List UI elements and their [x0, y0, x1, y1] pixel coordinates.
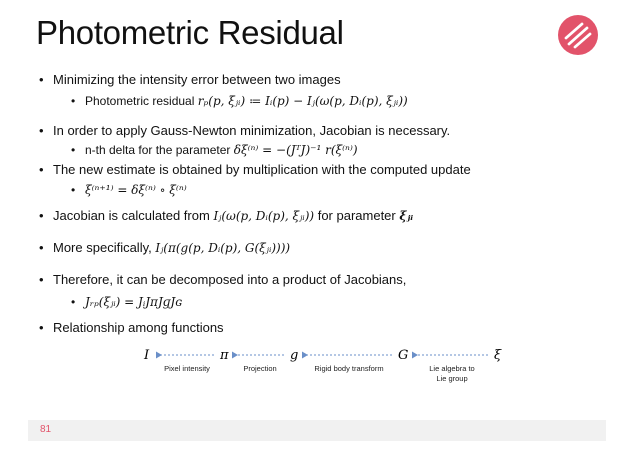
- delta-formula: δξ⁽ⁿ⁾ = −(JᵀJ)⁻¹ r(ξ⁽ⁿ⁾): [233, 143, 358, 157]
- edge-label-pixel-intensity: Pixel intensity: [164, 364, 210, 373]
- sub-bullet-update-formula: • ξ⁽ⁿ⁺¹⁾ = δξ⁽ⁿ⁾ ∘ ξ⁽ⁿ⁾: [71, 183, 187, 197]
- bullet-more-specifically: • More specifically, Iⱼ(π(g(p, Dᵢ(p), G(ξⱼᵢ)))): [39, 240, 291, 255]
- jacobian-source-formula: Iⱼ(ω(p, Dᵢ(p), ξⱼᵢ)): [213, 209, 315, 223]
- bullet-minimizing: • Minimizing the intensity error between two images: [39, 72, 341, 87]
- jacobian-product-formula: Jᵣₚ(ξⱼᵢ) = JᵢJπJɡJɢ: [85, 295, 183, 309]
- bullet-text: n-th delta for the parameter: [85, 143, 231, 157]
- bullet-new-estimate: • The new estimate is obtained by multiplication with the computed update: [39, 162, 471, 177]
- bullet-text: Photometric residual: [85, 94, 195, 108]
- bullet-text: More specifically,: [53, 240, 152, 255]
- bullet-text-tail: for parameter: [317, 208, 396, 223]
- sub-bullet-nth-delta: • n-th delta for the parameter δξ⁽ⁿ⁾ = −(JᵀJ)⁻¹ r(ξ⁽ⁿ⁾): [71, 143, 358, 157]
- composition-formula: Iⱼ(π(g(p, Dᵢ(p), G(ξⱼᵢ)))): [155, 241, 291, 255]
- edge-label-lie-group: Lie group: [436, 374, 468, 383]
- bullet-text: Relationship among functions: [53, 320, 224, 335]
- bullet-gauss-newton: • In order to apply Gauss-Newton minimization, Jacobian is necessary.: [39, 123, 451, 138]
- node-g: g: [290, 348, 299, 363]
- page-number: 81: [40, 424, 52, 435]
- node-pi: π: [220, 348, 229, 363]
- bullet-text: In order to apply Gauss-Newton minimization, Jacobian is necessary.: [53, 123, 451, 138]
- parameter-symbol: ξⱼᵢ: [399, 209, 414, 223]
- function-relationship-diagram: [140, 345, 515, 390]
- footer-bar: [28, 420, 606, 441]
- node-I: I: [144, 348, 150, 363]
- bullet-therefore: • Therefore, it can be decomposed into a product of Jacobians,: [39, 272, 407, 287]
- university-logo-icon: [557, 14, 599, 56]
- node-G: G: [398, 348, 409, 363]
- bullet-text: Therefore, it can be decomposed into a product of Jacobians,: [53, 272, 407, 287]
- page-title: Photometric Residual: [36, 14, 344, 51]
- photometric-residual-formula: rₚ(p, ξⱼᵢ) ≔ Iᵢ(p) − Iⱼ(ω(p, Dᵢ(p), ξⱼᵢ)): [197, 94, 408, 108]
- edge-label-lie-algebra: Lie algebra to: [429, 364, 475, 373]
- sub-bullet-jacobian-product: • Jᵣₚ(ξⱼᵢ) = JᵢJπJɡJɢ: [71, 295, 183, 309]
- node-xi: ξ: [494, 348, 502, 363]
- sub-bullet-photometric-residual: • Photometric residual rₚ(p, ξⱼᵢ) ≔ Iᵢ(p) − Iⱼ(ω(p, Dᵢ(p), ξⱼᵢ)): [71, 94, 408, 108]
- bullet-text: Minimizing the intensity error between two images: [53, 72, 341, 87]
- bullet-text: The new estimate is obtained by multiplication with the computed update: [53, 162, 471, 177]
- edge-label-rigid-body: Rigid body transform: [314, 364, 384, 373]
- bullet-relationship: • Relationship among functions: [39, 320, 224, 335]
- bullet-text: Jacobian is calculated from: [53, 208, 210, 223]
- update-formula: ξ⁽ⁿ⁺¹⁾ = δξ⁽ⁿ⁾ ∘ ξ⁽ⁿ⁾: [85, 183, 187, 197]
- edge-label-projection: Projection: [243, 364, 277, 373]
- bullet-jacobian-calculated: • Jacobian is calculated from Iⱼ(ω(p, Dᵢ(p), ξⱼᵢ)) for parameter ξⱼᵢ: [39, 208, 414, 223]
